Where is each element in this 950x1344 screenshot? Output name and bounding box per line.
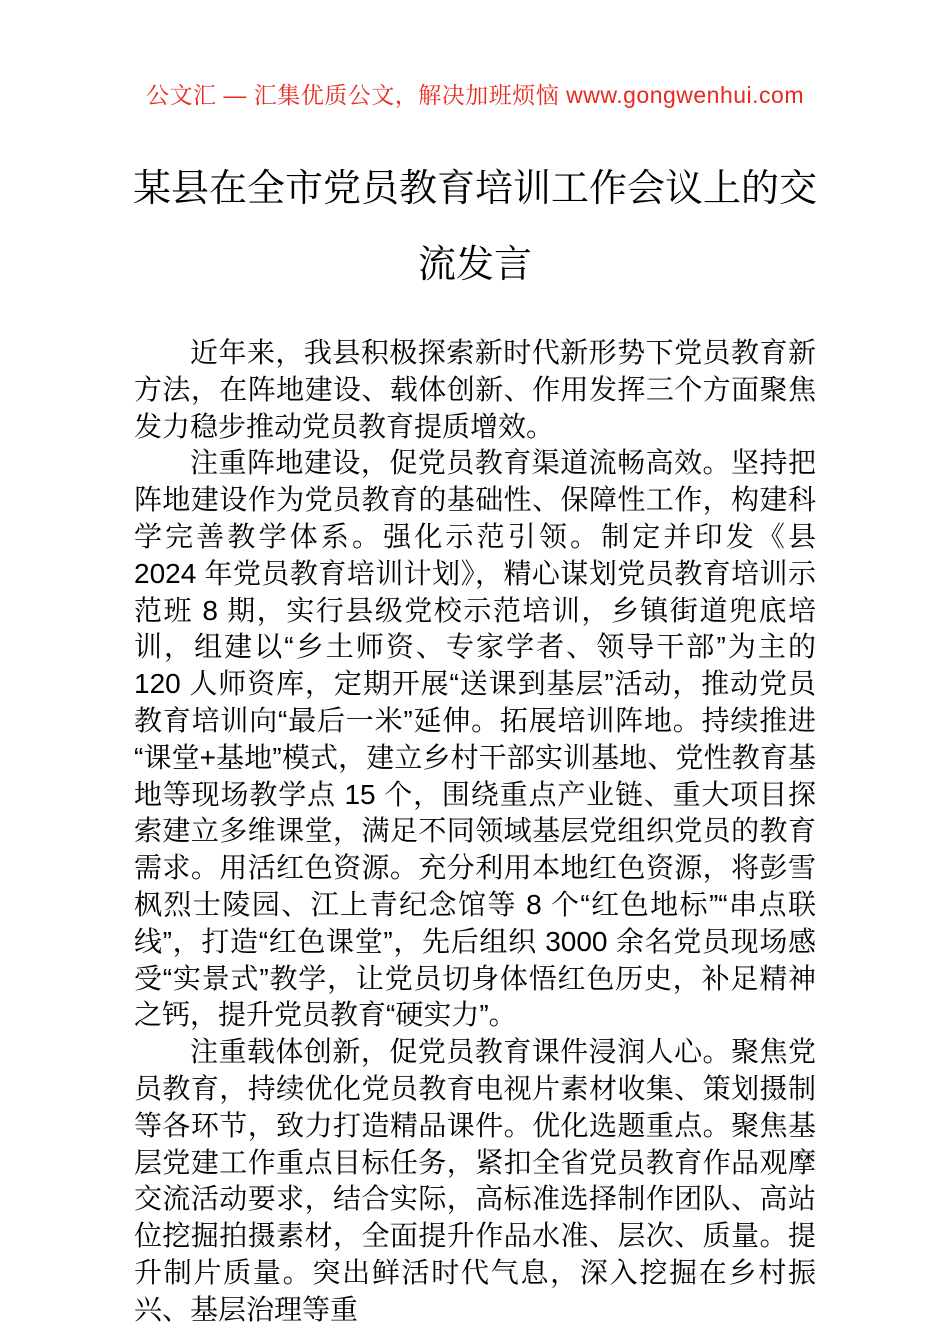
paragraph-position-building: 注重阵地建设，促党员教育渠道流畅高效。坚持把阵地建设作为党员教育的基础性、保障性工作，构建科学完善教学体系。强化示范引领。制定并印发《县 2024 年党员教育培训计划》，精心谋划党员教育培训示范班 8 期，实行县级党校示范培训，乡镇街道兜底培训，组建以“乡土师资、专家学者、领导干部”为主的 120 人师资库，定期开展“送课到基层”活动，推动党员教育培训向“最后一米”延伸。拓展培训阵地。持续推进“课堂+基地”模式，建立乡村干部实训基地、党性教育基地等现场教学点 15 个，围绕重点产业链、重大项目探索建立多维课堂，满足不同领域基层党组织党员的教育需求。用活红色资源。充分利用本地红色资源，将彭雪枫烈士陵园、江上青纪念馆等 8 个“红色地标”“串点联线”，打造“红色课堂”，先后组织 3000 余名党员现场感受“实景式”教学，让党员切身体悟红色历史，补足精神之钙，提升党员教育“硬实力”。 — [134, 447, 816, 1031]
document-body — [134, 335, 816, 1329]
site-watermark-text: 公文汇 — 汇集优质公文，解决加班烦恼 www.gongwenhui.com — [145, 82, 804, 108]
paragraph-intro: 近年来，我县积极探索新时代新形势下党员教育新方法，在阵地建设、载体创新、作用发挥三个方面聚焦发力稳步推动党员教育提质增效。 — [134, 337, 816, 442]
paragraph-carrier-innovation: 注重载体创新，促党员教育课件浸润人心。聚焦党员教育，持续优化党员教育电视片素材收集、策划摄制等各环节，致力打造精品课件。优化选题重点。聚焦基层党建工作重点目标任务，紧扣全省党员教育作品观摩交流活动要求，结合实际，高标准选择制作团队、高站位挖掘拍摄素材，全面提升作品水准、层次、质量。提升制片质量。突出鲜活时代气息，深入挖掘在乡村振兴、基层治理等重 — [134, 1036, 816, 1325]
document-title: 某县在全市党员教育培训工作会议上的交流发言 — [132, 168, 817, 286]
